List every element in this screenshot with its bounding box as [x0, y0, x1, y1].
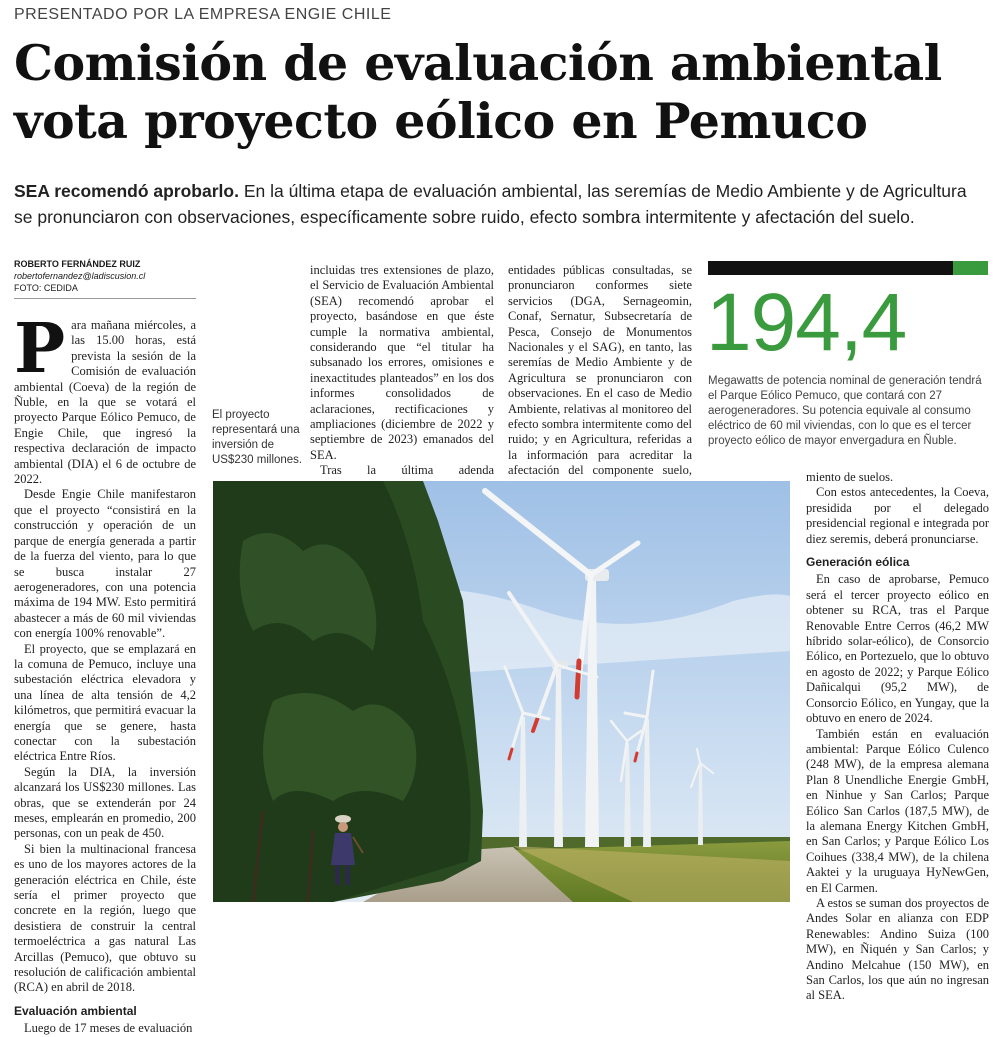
paragraph: También están en evaluación ambiental: Parque Eólico Culenco (248 MW), de la empresa alemana Plan 8 Unendliche Energie GmbH, en Ninhue y San Carlos; Parque Eólico San Carlos (187,5 MW), de la alemana Energy Kitchen GmbH, en San Carlos; y Parque Eólico Los Coihues (338,4 MW), de la chilena Aaktei y la uruguaya HyNewGen, en El Carmen.: [806, 726, 989, 895]
article-column-1: [14, 309, 196, 1037]
article-column-3: [508, 263, 692, 510]
wind-farm-photo: [213, 481, 790, 902]
deck-lead: SEA recomendó aprobarlo.: [14, 181, 239, 201]
paragraph: Desde Engie Chile manifestaron que el proyecto “consistirá en la construcción y operación de un parque de energía generada a partir de la fuerza del viento, para lo que se busca instalar 27 aerogeneradores, con una potencia máxima de 194 MW. Esto permitirá abastecer a más de 60 mil viviendas con energía 100% renovable”.: [14, 487, 196, 641]
paragraph: Tras la última adenda: [320, 463, 494, 478]
article-column-4: [806, 470, 989, 1004]
headline: Comisión de evaluación ambiental vota proyecto eólico en Pemuco: [14, 34, 942, 150]
paragraph: Si bien la multinacional francesa es uno de los mayores actores de la generación eléctrica en Chile, éste sería el primer proyecto que concrete en la región, luego que desistiera de construir la central termoeléctrica a gas natural Las Arcillas (Pemuco), que obtuvo su resolución de calificación ambiental (RCA) en abril de 2018.: [14, 841, 196, 995]
deck-text: En la última etapa de evaluación ambiental, las seremías de Medio Ambiente y de Agricultura se pronunciaron con observaciones, específicamente sobre ruido, efecto sombra intermitente y afectación del suelo.: [14, 181, 967, 227]
paragraph: A estos se suman dos proyectos de Andes Solar en alianza con EDP Renewables: Andino Suiza (100 MW), en Ñiquén y San Carlos; y Andino Melcahue (150 MW), en San Carlos, los que aún no ingresan al SEA.: [806, 895, 989, 1003]
byline-divider: [14, 298, 196, 299]
paragraph: ara mañana miércoles, a las 15.00 horas, está prevista la sesión de la Comisión de evaluación ambiental (Coeva) de la región de Ñuble, en la que se votará el proyecto Parque Eólico Pemuco, de Engie Chile, que ingresó la respectiva declaración de impacto ambiental (DIA) el 6 de octubre de 2022.: [14, 318, 196, 487]
author-email: robertofernandez@ladiscusion.cl: [14, 271, 146, 281]
subheading: Evaluación ambiental: [14, 1003, 137, 1018]
author-name: ROBERTO FERNÁNDEZ RUIZ: [14, 259, 141, 269]
section-kicker: PRESENTADO POR LA EMPRESA ENGIE CHILE: [14, 6, 392, 23]
factbox-number: 194,4: [706, 277, 907, 368]
paragraph: miento de suelos.: [806, 470, 894, 484]
photo-caption: El proyecto representará una inversión de US$230 millones.: [212, 409, 303, 466]
paragraph: Luego de 17 meses de evaluación: [24, 1021, 193, 1036]
paragraph: incluidas tres extensiones de plazo, el Servicio de Evaluación Ambiental (SEA) recomendó aprobar el proyecto, basándose en que éste cumple la normativa ambiental, considerando que “el titular ha subsanado los errores, omisiones e inexactitudes planteados” en los dos informes consolidados de aclaraciones, rectificaciones y ampliaciones (diciembre de 2022 y septiembre de 2023) emanados del SEA.: [310, 263, 494, 462]
paragraph: El proyecto, que se emplazará en la comuna de Pemuco, incluye una subestación eléctrica elevadora y una línea de alta tensión de 4,2 kilómetros, que permitirá evacuar la energía que se genere, hasta conectar con la subestación eléctrica Entre Ríos.: [14, 641, 196, 764]
photo-credit: FOTO: CEDIDA: [14, 283, 78, 293]
factbox-bar: [708, 261, 953, 275]
factbox-accent: [953, 261, 988, 275]
paragraph: En caso de aprobarse, Pemuco será el tercer proyecto eólico en obtener su RCA, tras el Parque Renovable Entre Cerros (46,2 MW híbrido solar-eólico), de Consorcio Eólico, en Portezuelo, que lo obtuvo en agosto de 2022; y Parque Eólico Dañicalqui (95,2 MW), de Consorcio Eólico, en Yungay, que la obtuvo en enero de 2024.: [806, 572, 989, 726]
paragraph: Con estos antecedentes, la Coeva, presidida por el delegado presidencial regional e integrada por diez seremis, deberá pronunciarse.: [806, 485, 989, 546]
paragraph: Según la DIA, la inversión alcanzará los US$230 millones. Las obras, que se extenderán por 24 meses, emplearán en promedio, 200 personas, con un peak de 450.: [14, 764, 196, 841]
paragraph: entidades públicas consultadas, se pronunciaron conformes siete servicios (DGA, Sernageomin, Conaf, Sernatur, Subsecretaría de Pesca, Consejo de Monumentos Nacionales y el SAG), en tanto, las seremías de Medio Ambiente y de Agricultura se pronunciaron con observaciones. En el caso de Medio Ambiente, relativas al monitoreo del efecto sombra intermitente como del ruido; y en Agricultura, referidas a la información para acreditar la afectación del componente suelo,: [508, 263, 692, 478]
factbox-text: Megawatts de potencia nominal de generación tendrá el Parque Eólico Pemuco, que contará con 27 aerogeneradores. Su potencia equivale al consumo eléctrico de 60 mil viviendas, con lo que es el tercer proyecto eólico de mayor envergadura en Ñuble.: [708, 375, 982, 447]
subheading: Generación eólica: [806, 555, 910, 570]
drop-cap: P: [14, 309, 66, 389]
byline: [14, 258, 199, 294]
deck: [14, 178, 989, 230]
